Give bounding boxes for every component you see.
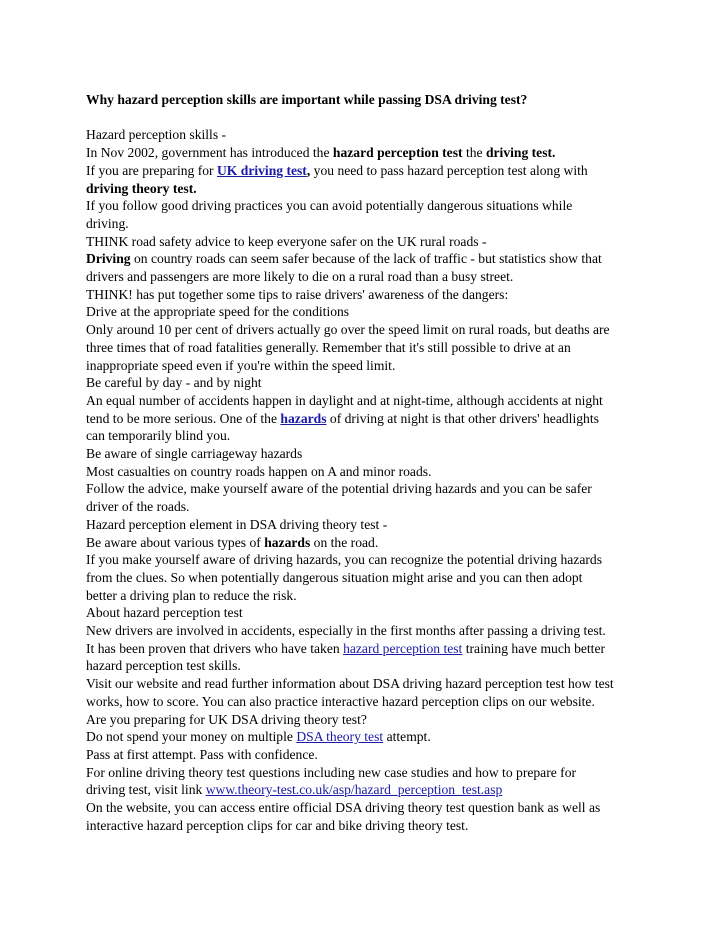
hazards-link[interactable]: hazards xyxy=(280,410,327,426)
text-line: THINK road safety advice to keep everyone safer on the UK rural roads - xyxy=(86,233,487,249)
text-span: of driving at night is that other drivers' headlights xyxy=(326,410,599,426)
hazard-perception-test-link[interactable]: hazard perception test xyxy=(343,640,463,656)
text-line xyxy=(86,250,686,268)
text-line: Be aware of single carriageway hazards xyxy=(86,446,303,462)
text-span: It has been proven that drivers who have taken xyxy=(86,640,344,656)
text-line: Hazard perception skills - xyxy=(86,127,227,143)
text-line: Most casualties on country roads happen on A and minor roads. xyxy=(86,463,432,479)
text-line xyxy=(86,781,686,799)
text-span: Be aware about various types of xyxy=(86,534,265,550)
text-span: driving test, visit link xyxy=(86,782,206,798)
text-line: driving. xyxy=(86,215,129,231)
text-line: works, how to score. You can also practice interactive hazard perception clips on our website. xyxy=(86,693,595,709)
text-line: Follow the advice, make yourself aware of the potential driving hazards and you can be safer xyxy=(86,481,592,497)
text-line xyxy=(86,410,686,428)
text-line: can temporarily blind you. xyxy=(86,428,231,444)
text-line: About hazard perception test xyxy=(86,605,243,621)
text-line: three times that of road fatalities generally. Remember that it's still possible to drive at an xyxy=(86,339,571,355)
text-line: If you make yourself aware of driving hazards, you can recognize the potential driving hazards xyxy=(86,552,602,568)
text-span: If you are preparing for xyxy=(86,162,217,178)
text-line xyxy=(86,144,686,162)
text-line xyxy=(86,640,686,658)
text-line: from the clues. So when potentially dangerous situation might arise and you can then adopt xyxy=(86,569,583,585)
bold-text: driving test. xyxy=(485,145,556,161)
text-line: Visit our website and read further information about DSA driving hazard perception test how test xyxy=(86,676,614,692)
bold-text: Driving xyxy=(86,251,131,267)
text-span: attempt. xyxy=(383,729,431,745)
text-line: better a driving plan to reduce the risk. xyxy=(86,587,297,603)
text-line: Be careful by day - and by night xyxy=(86,375,262,391)
text-line: Pass at first attempt. Pass with confidence. xyxy=(86,747,318,762)
text-span: Do not spend your money on multiple xyxy=(86,729,297,745)
text-line: Only around 10 per cent of drivers actually go over the speed limit on rural roads, but deaths are xyxy=(86,322,610,338)
bold-text: hazard perception test xyxy=(332,145,463,161)
text-span: the xyxy=(462,145,486,161)
document-title: Why hazard perception skills are important while passing DSA driving test? xyxy=(86,92,528,107)
text-line: Are you preparing for UK DSA driving theory test? xyxy=(86,711,367,727)
text-line: inappropriate speed even if you're within the speed limit. xyxy=(86,357,396,373)
text-span: training have much better xyxy=(462,640,606,656)
uk-driving-test-link[interactable]: UK driving test xyxy=(216,162,307,178)
text-line: On the website, you can access entire official DSA driving theory test question bank as well as xyxy=(86,800,601,816)
text-span: on country roads can seem safer because of the lack of traffic - but statistics show that xyxy=(130,251,602,267)
text-span: tend to be more serious. One of the xyxy=(86,410,281,426)
text-line: Drive at the appropriate speed for the conditions xyxy=(86,304,350,320)
text-line: interactive hazard perception clips for car and bike driving theory test. xyxy=(86,817,469,833)
text-line xyxy=(86,180,686,198)
bold-text: hazards xyxy=(264,534,311,550)
text-span: on the road. xyxy=(310,534,379,550)
text-line: Hazard perception element in DSA driving theory test - xyxy=(86,516,388,532)
text-line: THINK! has put together some tips to raise drivers' awareness of the dangers: xyxy=(86,286,509,302)
text-line: drivers and passengers are more likely to die on a rural road than a busy street. xyxy=(86,269,514,285)
bold-text: , xyxy=(306,162,311,178)
bold-text: driving theory test. xyxy=(86,180,197,196)
text-line: An equal number of accidents happen in daylight and at night-time, although accidents at night xyxy=(86,392,603,408)
text-line: For online driving theory test questions including new case studies and how to prepare for xyxy=(86,764,577,780)
text-line xyxy=(86,728,686,746)
dsa-theory-test-link[interactable]: DSA theory test xyxy=(296,729,384,745)
text-span: In Nov 2002, government has introduced the xyxy=(86,145,333,161)
text-line xyxy=(86,162,686,180)
text-line: driver of the roads. xyxy=(86,499,190,515)
text-span: you need to pass hazard perception test along with xyxy=(310,162,588,178)
text-line: hazard perception test skills. xyxy=(86,658,241,674)
text-line xyxy=(86,534,686,552)
text-line: New drivers are involved in accidents, especially in the first months after passing a driving test. xyxy=(86,623,606,639)
document-body xyxy=(86,91,686,835)
text-line: If you follow good driving practices you can avoid potentially dangerous situations while xyxy=(86,198,573,214)
theory-test-url-link[interactable]: www.theory-test.co.uk/asp/hazard_perception_test.asp xyxy=(205,782,503,798)
